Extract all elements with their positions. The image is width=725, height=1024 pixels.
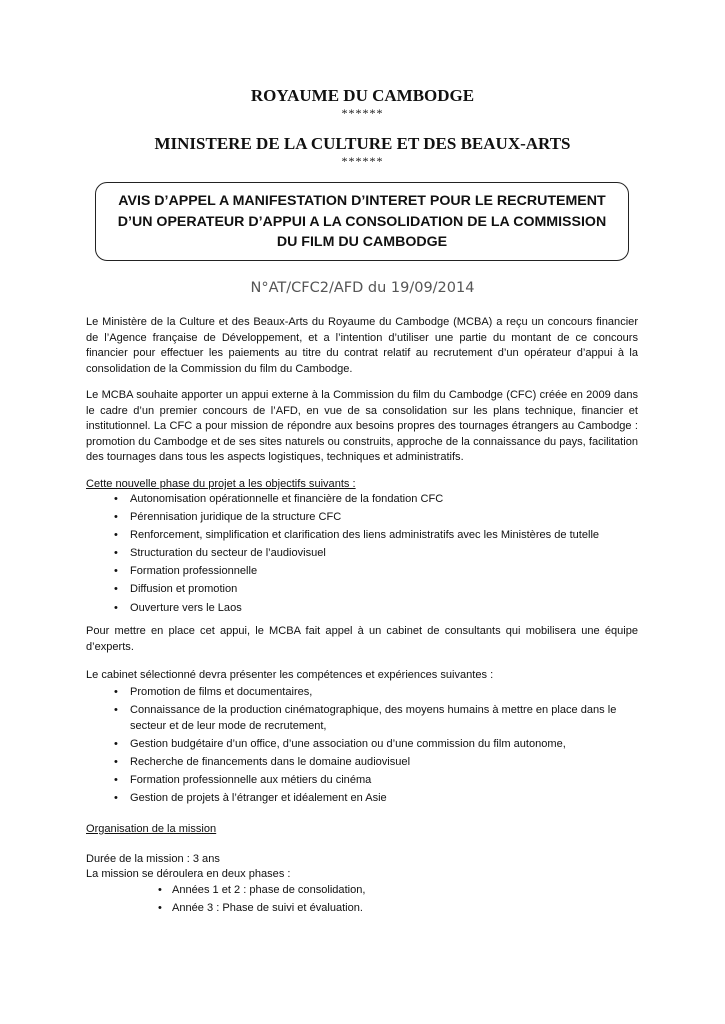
phases-list [86,883,638,919]
list-item: • Formation professionnelle aux métiers du cinéma [86,773,638,789]
list-item: • Structuration du secteur de l’audiovisuel [86,546,638,562]
separator-stars: ****** [341,106,384,120]
list-item: • Promotion de films et documentaires, [86,685,638,701]
objectives-heading: Cette nouvelle phase du projet a les objectifs suivants : [86,478,356,490]
notice-title-line: AVIS D’APPEL A MANIFESTATION D’INTERET POUR LE RECRUTEMENT [118,193,606,209]
list-item: • Ouverture vers le Laos [86,601,638,617]
organisation-heading: Organisation de la mission [86,823,217,835]
phases-intro: La mission se déroulera en deux phases : [86,868,291,880]
separator-stars: ****** [341,154,384,168]
list-item: • Année 3 : Phase de suivi et évaluation. [86,901,638,917]
list-item: • Connaissance de la production cinématographique, des moyens humains à mettre en place dans le secteur et de leur mode de recrutement, [86,703,638,734]
list-item: • Pérennisation juridique de la structure CFC [86,510,638,526]
objectives-list [86,492,638,619]
list-item: • Gestion budgétaire d’un office, d’une association ou d’une commission du film autonome, [86,737,638,753]
list-item: • Gestion de projets à l’étranger et idéalement en Asie [86,791,638,807]
context-paragraph: Le MCBA souhaite apporter un appui externe à la Commission du film du Cambodge (CFC) créée en 2009 dans le cadre d’un premier concours de l’AFD, en vue de sa consolidation sur les plans technique, financier et institutionnel. La CFC a pour mission de répondre aux besoins propres des tournages étrangers au Cambodge : promotion du Cambodge et de ses sites naturels ou construits, approche de la connaissance du pays, facilitation des tournages dans tous les aspects logistiques, techniques et administratifs. [86,389,638,463]
notice-title-box [95,182,629,261]
notice-title-line: D’UN OPERATEUR D’APPUI A LA CONSOLIDATION DE LA COMMISSION [117,213,607,230]
approach-paragraph: Pour mettre en place cet appui, le MCBA fait appel à un cabinet de consultants qui mobilisera une équipe d’experts. [86,625,638,653]
list-item: • Recherche de financements dans le domaine audiovisuel [86,755,638,771]
list-item: • Renforcement, simplification et clarification des liens administratifs avec les Ministères de tutelle [86,528,638,544]
notice-title [96,183,628,253]
notice-title-line: DU FILM DU CAMBODGE [276,234,448,250]
list-item: • Diffusion et promotion [86,582,638,598]
country-heading: ROYAUME DU CAMBODGE [250,86,475,105]
list-item: • Formation professionnelle [86,564,638,580]
competences-list [86,685,638,809]
competences-intro: Le cabinet sélectionné devra présenter les compétences et expériences suivantes : [86,669,494,681]
ministry-heading: MINISTERE DE LA CULTURE ET DES BEAUX-ARTS [154,134,571,153]
list-item: • Années 1 et 2 : phase de consolidation, [86,883,638,899]
duration-line: Durée de la mission : 3 ans [86,853,220,865]
list-item: • Autonomisation opérationnelle et financière de la fondation CFC [86,492,638,508]
intro-paragraph: Le Ministère de la Culture et des Beaux-Arts du Royaume du Cambodge (MCBA) a reçu un concours financier de l’Agence française de Développement, et a l’intention d’utiliser une partie du montant de ce concours financier pour effectuer les paiements au titre du contrat relatif au recrutement d’un opérateur d’appui à la consolidation de la Commission du film du Cambodge. [86,316,638,375]
reference-number: N°AT/CFC2/AFD du 19/09/2014 [250,280,475,296]
